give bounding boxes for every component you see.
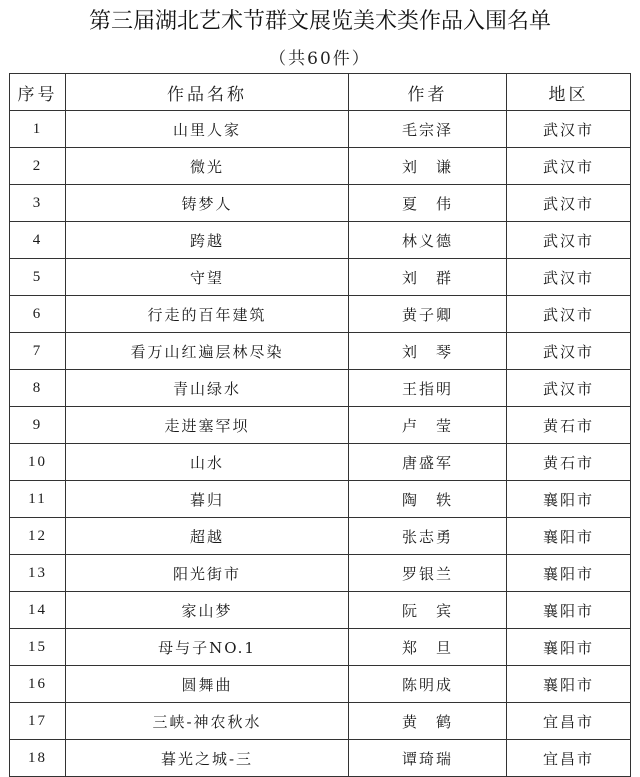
table-row	[10, 370, 631, 407]
table-row	[10, 592, 631, 629]
cell-region: 襄阳市	[507, 518, 631, 555]
cell-index: 4	[10, 222, 66, 259]
table-row	[10, 296, 631, 333]
cell-title: 暮光之城-三	[66, 740, 349, 777]
table-row	[10, 185, 631, 222]
cell-title: 行走的百年建筑	[66, 296, 349, 333]
cell-author: 陶 轶	[349, 481, 507, 518]
cell-title: 看万山红遍层林尽染	[66, 333, 349, 370]
table-row	[10, 148, 631, 185]
cell-title: 家山梦	[66, 592, 349, 629]
cell-region: 武汉市	[507, 148, 631, 185]
cell-author: 陈明成	[349, 666, 507, 703]
cell-region: 襄阳市	[507, 592, 631, 629]
table-row	[10, 666, 631, 703]
header-title: 作品名称	[66, 74, 349, 111]
cell-author: 罗银兰	[349, 555, 507, 592]
table-row	[10, 481, 631, 518]
cell-index: 10	[10, 444, 66, 481]
cell-index: 18	[10, 740, 66, 777]
cell-region: 武汉市	[507, 333, 631, 370]
cell-region: 宜昌市	[507, 703, 631, 740]
cell-region: 武汉市	[507, 185, 631, 222]
cell-author: 林义德	[349, 222, 507, 259]
table-row	[10, 703, 631, 740]
cell-region: 武汉市	[507, 111, 631, 148]
cell-author: 刘 琴	[349, 333, 507, 370]
cell-region: 武汉市	[507, 296, 631, 333]
cell-index: 11	[10, 481, 66, 518]
cell-index: 8	[10, 370, 66, 407]
cell-title: 山里人家	[66, 111, 349, 148]
header-author: 作者	[349, 74, 507, 111]
table-row	[10, 111, 631, 148]
cell-index: 16	[10, 666, 66, 703]
header-index: 序号	[10, 74, 66, 111]
cell-index: 6	[10, 296, 66, 333]
cell-author: 刘 群	[349, 259, 507, 296]
cell-author: 毛宗泽	[349, 111, 507, 148]
cell-index: 5	[10, 259, 66, 296]
cell-title: 青山绿水	[66, 370, 349, 407]
cell-title: 暮归	[66, 481, 349, 518]
cell-index: 12	[10, 518, 66, 555]
cell-title: 阳光街市	[66, 555, 349, 592]
cell-region: 宜昌市	[507, 740, 631, 777]
cell-region: 黄石市	[507, 407, 631, 444]
table-row	[10, 444, 631, 481]
cell-title: 母与子NO.1	[66, 629, 349, 666]
table-row	[10, 629, 631, 666]
cell-author: 王指明	[349, 370, 507, 407]
cell-title: 铸梦人	[66, 185, 349, 222]
table-row	[10, 333, 631, 370]
cell-title: 守望	[66, 259, 349, 296]
cell-author: 谭琦瑞	[349, 740, 507, 777]
cell-title: 超越	[66, 518, 349, 555]
cell-region: 黄石市	[507, 444, 631, 481]
table-row	[10, 259, 631, 296]
cell-author: 夏 伟	[349, 185, 507, 222]
cell-region: 武汉市	[507, 259, 631, 296]
page-subtitle: （共60件）	[269, 49, 371, 69]
table-row	[10, 222, 631, 259]
cell-author: 张志勇	[349, 518, 507, 555]
cell-index: 2	[10, 148, 66, 185]
cell-index: 7	[10, 333, 66, 370]
cell-author: 刘 谦	[349, 148, 507, 185]
cell-author: 唐盛军	[349, 444, 507, 481]
table-row	[10, 740, 631, 777]
cell-region: 襄阳市	[507, 666, 631, 703]
table-row	[10, 518, 631, 555]
cell-index: 13	[10, 555, 66, 592]
cell-title: 圆舞曲	[66, 666, 349, 703]
header-region: 地区	[507, 74, 631, 111]
cell-title: 走进塞罕坝	[66, 407, 349, 444]
table-row	[10, 555, 631, 592]
cell-index: 14	[10, 592, 66, 629]
cell-author: 卢 莹	[349, 407, 507, 444]
page-title: 第三届湖北艺术节群文展览美术类作品入围名单	[88, 9, 551, 34]
cell-index: 3	[10, 185, 66, 222]
cell-author: 黄子卿	[349, 296, 507, 333]
table-header-row	[10, 74, 631, 111]
cell-author: 郑 旦	[349, 629, 507, 666]
cell-region: 襄阳市	[507, 629, 631, 666]
cell-region: 襄阳市	[507, 555, 631, 592]
cell-region: 襄阳市	[507, 481, 631, 518]
cell-title: 微光	[66, 148, 349, 185]
cell-index: 1	[10, 111, 66, 148]
cell-author: 黄 鹤	[349, 703, 507, 740]
entries-table	[9, 73, 631, 777]
cell-region: 武汉市	[507, 370, 631, 407]
cell-author: 阮 宾	[349, 592, 507, 629]
cell-title: 三峡-神农秋水	[66, 703, 349, 740]
cell-title: 山水	[66, 444, 349, 481]
cell-index: 15	[10, 629, 66, 666]
cell-title: 跨越	[66, 222, 349, 259]
table-row	[10, 407, 631, 444]
cell-index: 17	[10, 703, 66, 740]
cell-index: 9	[10, 407, 66, 444]
cell-region: 武汉市	[507, 222, 631, 259]
